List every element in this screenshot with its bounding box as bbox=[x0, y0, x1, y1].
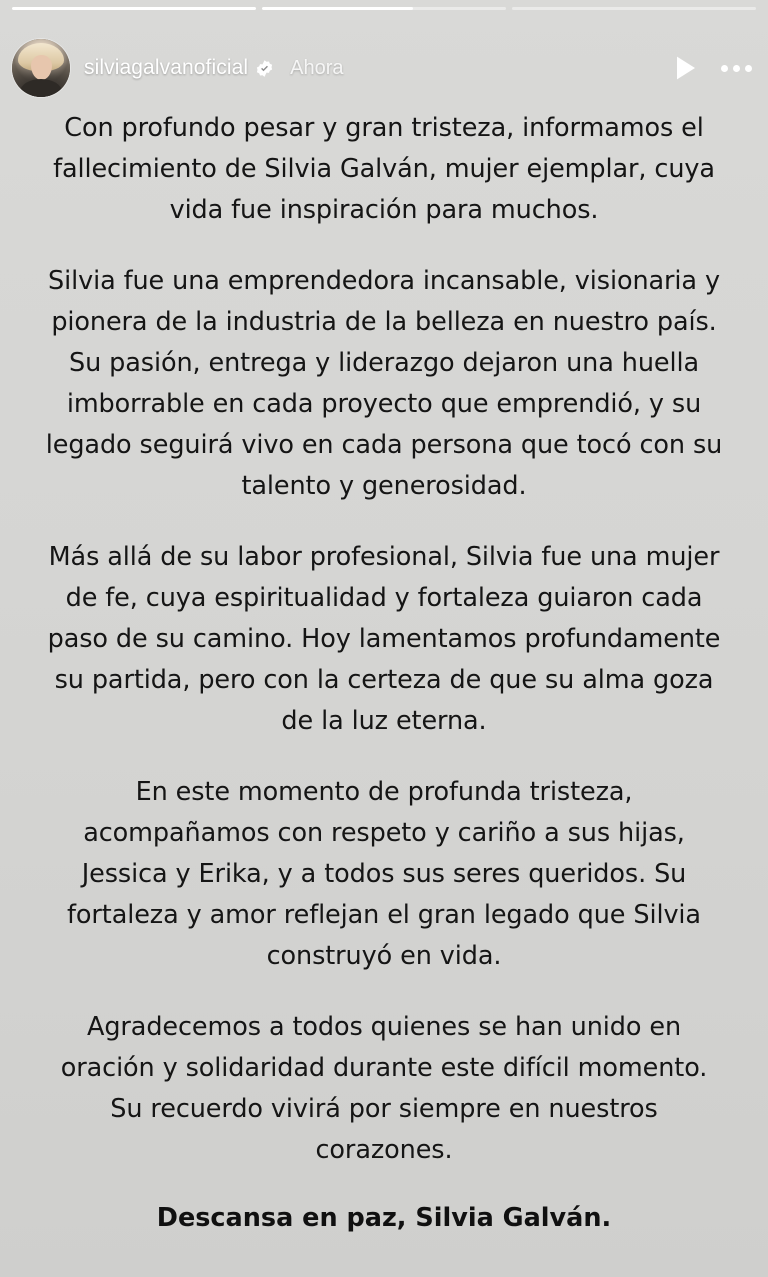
story-timestamp: Ahora bbox=[290, 56, 344, 79]
play-icon[interactable] bbox=[675, 55, 697, 81]
story-closing-line: Descansa en paz, Silvia Galván. bbox=[156, 1203, 612, 1233]
progress-segment bbox=[12, 7, 256, 10]
progress-segment-fill bbox=[12, 7, 256, 10]
verified-badge-icon bbox=[255, 59, 274, 78]
story-paragraph: En este momento de profunda tristeza, acompañamos con respeto y cariño a sus hijas, Jessica y Erika, y a todos sus seres queridos. Su fortaleza y amor reflejan el gran legado que Silvia construyó en vida. bbox=[67, 777, 701, 971]
avatar[interactable] bbox=[12, 39, 70, 97]
story-paragraph: Con profundo pesar y gran tristeza, informamos el fallecimiento de Silvia Galván, mujer ejemplar, cuya vida fue inspiración para muchos. bbox=[53, 113, 715, 225]
story-text-content bbox=[0, 100, 768, 1277]
progress-segment bbox=[512, 7, 756, 10]
story-header bbox=[0, 36, 768, 100]
story-paragraph: Agradecemos a todos quienes se han unido en oración y solidaridad durante este difícil momento. Su recuerdo vivirá por siempre en nuestros corazones. bbox=[60, 1012, 708, 1165]
story-progress-bar bbox=[12, 7, 756, 10]
progress-segment bbox=[262, 7, 506, 10]
more-options-icon[interactable] bbox=[719, 61, 754, 76]
more-dot bbox=[721, 65, 728, 72]
progress-segment-fill bbox=[262, 7, 413, 10]
header-actions bbox=[675, 55, 754, 81]
username-label[interactable]: silviagalvanoficial bbox=[84, 56, 249, 79]
story-paragraph: Más allá de su labor profesional, Silvia fue una mujer de fe, cuya espiritualidad y fortaleza guiaron cada paso de su camino. Hoy lamentamos profundamente su partida, pero con la certeza de que su alma goza de la luz eterna. bbox=[47, 542, 721, 736]
account-info[interactable] bbox=[84, 56, 344, 80]
more-dot bbox=[745, 65, 752, 72]
story-paragraph: Silvia fue una emprendedora incansable, visionaria y pionera de la industria de la belleza en nuestro país. Su pasión, entrega y liderazgo dejaron una huella imborrable en cada proyecto que emprendió, y su legado seguirá vivo en cada persona que tocó con su talento y generosidad. bbox=[45, 266, 723, 501]
more-dot bbox=[733, 65, 740, 72]
